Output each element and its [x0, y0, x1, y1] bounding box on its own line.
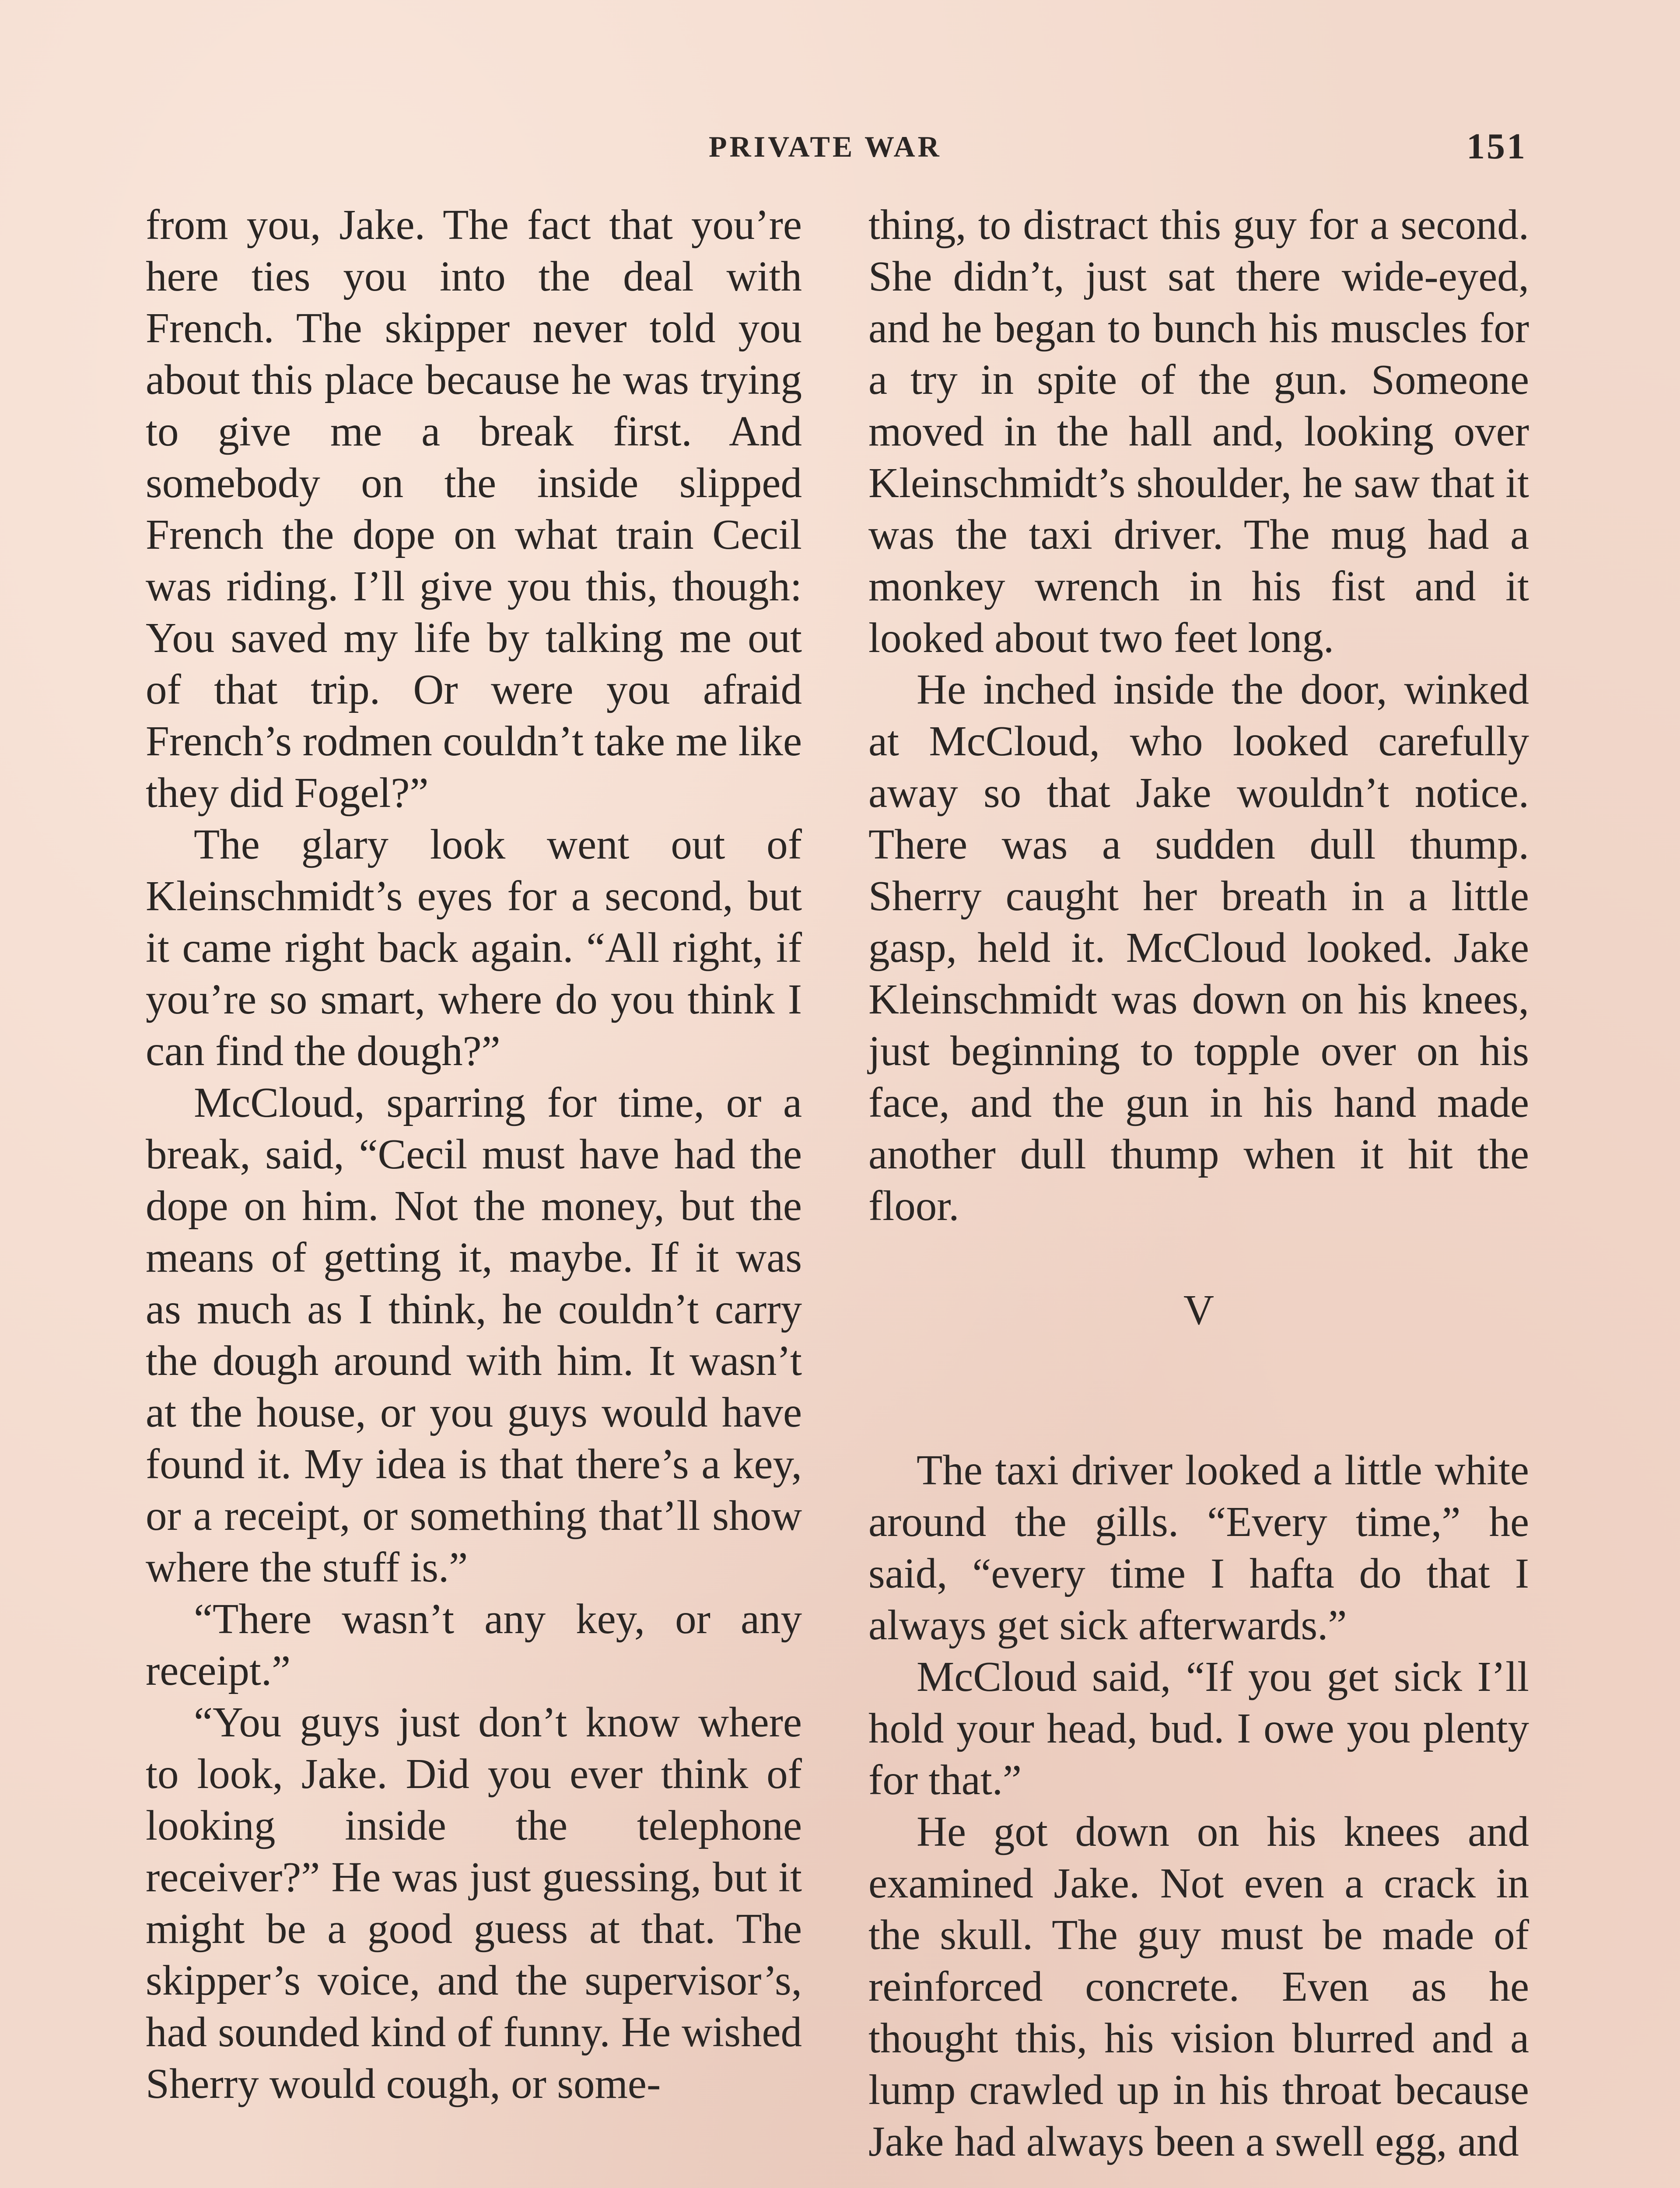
paragraph: He inched inside the door, winked at McCloud, who looked carefully away so that Jake wouldn’t notice. There was a sudden dull thump. Sherry caught her breath in a little gasp, held it. McCloud looked. Jake Kleinschmidt was down on his knees, just beginning to topple over on his face, and the gun in his hand made another dull thump when it hit the floor.	[868, 666, 1529, 1229]
running-title: PRIVATE WAR	[709, 130, 942, 163]
paragraph: The glary look went out of Kleinschmidt’s eyes for a second, but it came right back again. “All right, if you’re so smart, where do you think I can find the dough?”	[146, 821, 802, 1074]
paragraph: from you, Jake. The fact that you’re here ties you into the deal with French. The skipper never told you about this place because he was trying to give me a break first. And somebody on the inside slipped French the dope on what train Cecil was riding. I’ll give you this, though: You saved my life by talking me out of that trip. Or were you afraid French’s rodmen couldn’t take me like they did Fogel?”	[146, 201, 802, 816]
paragraph: The taxi driver looked a little white around the gills. “Every time,” he said, “every time I hafta do that I always get sick afterwards.”	[868, 1447, 1529, 1648]
paragraph: He got down on his knees and examined Jake. Not even a crack in the skull. The guy must be made of reinforced concrete. Even as he thought this, his vision blurred and a lump crawled up in his throat because Jake had always been a swell egg, and	[868, 1808, 1529, 2165]
section-number: V	[1183, 1287, 1214, 1333]
right-text-column	[868, 199, 1529, 2167]
left-text-column	[146, 199, 802, 2110]
paragraph: McCloud said, “If you get sick I’ll hold your head, bud. I owe you plenty for that.”	[868, 1653, 1529, 1803]
paragraph: “You guys just don’t know where to look, Jake. Did you ever think of looking inside the telephone receiver?” He was just guessing, but it might be a good guess at that. The skipper’s voice, and the supervisor’s, had sounded kind of funny. He wished Sherry would cough, or some-	[146, 1699, 802, 2107]
paragraph: McCloud, sparring for time, or a break, said, “Cecil must have had the dope on him. Not the money, but the means of getting it, maybe. If it was as much as I think, he couldn’t carry the dough around with him. It wasn’t at the house, or you guys would have found it. My idea is that there’s a key, or a receipt, or something that’ll show where the stuff is.”	[146, 1079, 802, 1591]
paragraph: “There wasn’t any key, or any receipt.”	[146, 1595, 802, 1694]
paragraph: thing, to distract this guy for a second. She didn’t, just sat there wide-eyed, and he began to bunch his muscles for a try in spite of the gun. Someone moved in the hall and, looking over Kleinschmidt’s shoulder, he saw that it was the taxi driver. The mug had a monkey wrench in his fist and it looked about two feet long.	[868, 201, 1529, 661]
page-number: 151	[1466, 126, 1527, 167]
